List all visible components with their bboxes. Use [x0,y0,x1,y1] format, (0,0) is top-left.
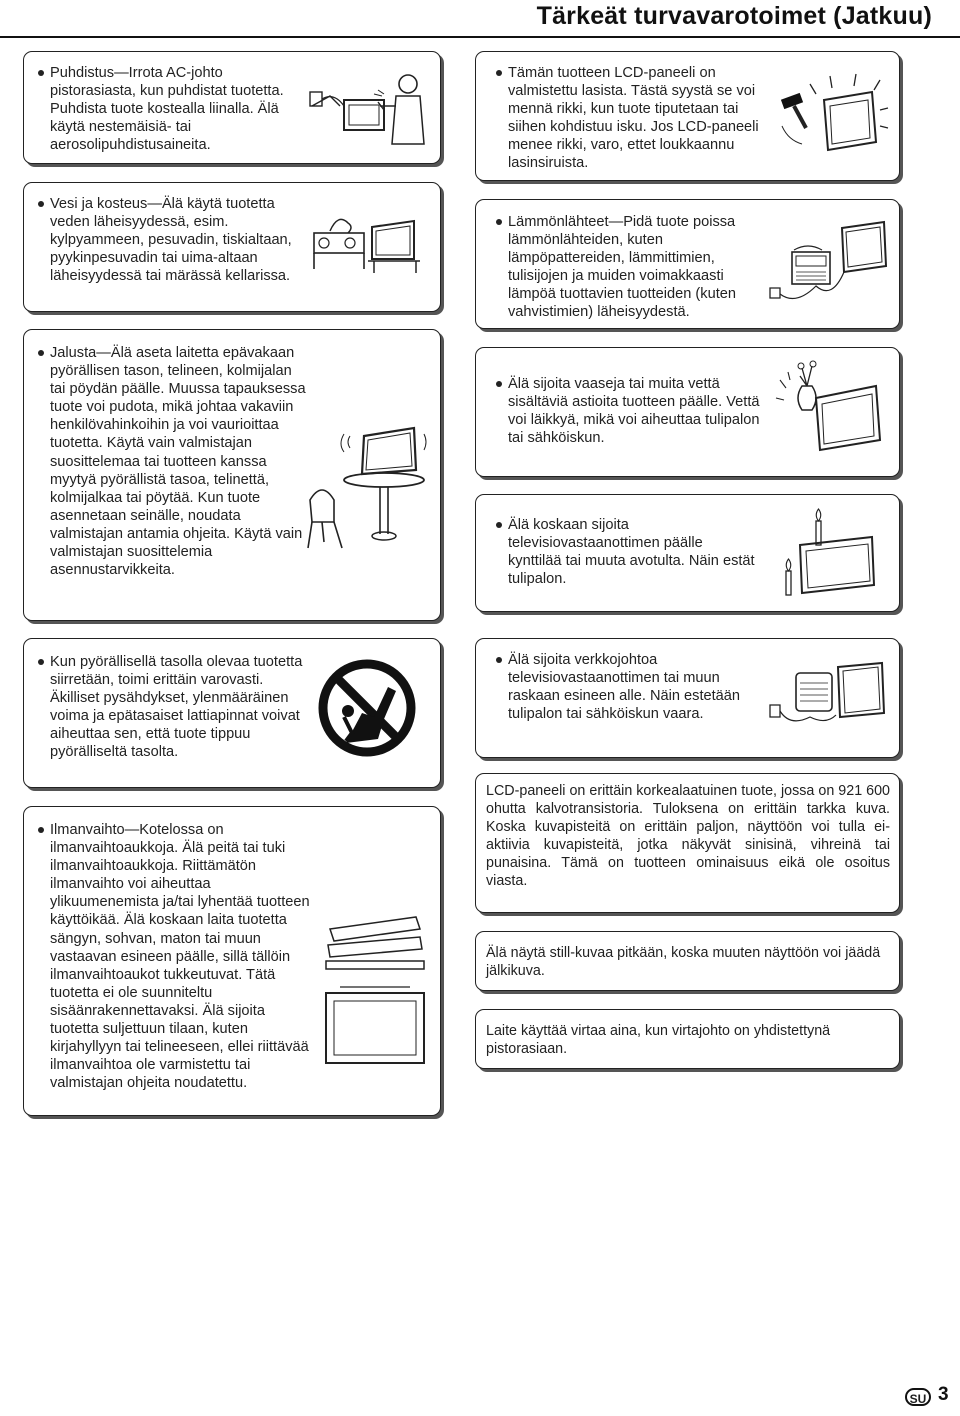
card-heat [475,199,900,329]
glass-illustration [772,70,896,170]
cord-illustration [766,655,892,745]
page-title: Tärkeät turvavarotoimet (Jatkuu) [536,2,932,30]
heat-text: Lämmönlähteet—Pidä tuote poissa lämmönlähteiden, kuten lämpöpattereiden, lämmittimien, tulisijojen ja muiden voimakkaasti lämpöä tuottavien tuotteiden (kuten vahvistimien) läheisyydestä. [508,213,768,322]
card-pixels [475,773,900,913]
cart-text: Kun pyörällisellä tasolla olevaa tuotetta siirretään, toimi erittäin varovasti. Äkilliset pysähdykset, ylenmääräinen voima ja epätasaiset lattiapinnat voivat aiheuttaa sen, että tuote tippuu pyörälliseltä tasolta. [50,653,308,762]
card-still [475,931,900,991]
card-candles [475,494,900,612]
card-stand [23,329,441,621]
card-ventilation [23,806,441,1116]
heat-illustration [766,214,896,314]
card-water [23,182,441,312]
ventilation-text: Ilmanvaihto—Kotelossa on ilmanvaihtoaukkoja. Älä peitä tai tuki ilmanvaihtoaukkoja. Riittämätön ilmanvaihto voi aiheuttaa ylikuumenemista ja/tai lyhentää tuotteen käyttöikää. Älä koskaan laita tuotetta sängyn, sohvan, maton tai muun vastaavan esineen päälle, sillä tällöin ilmanvaihtoaukot tukkeutuvat. Tätä tuotetta ei ole suunniteltu sisäänrakennettavaksi. Älä sijoita tuotetta suljettuun tilaan, kuten kirjahyllyyn tai telineeseen, ellei riittävää ilmanvaihtoa ole varmistettu tai valmistajan ohjeita noudatettu. [50,821,312,1092]
stand-illustration [302,416,438,556]
pixels-text: LCD-paneeli on erittäin korkealaatuinen tuote, jossa on 921 600 ohutta kalvotransistoria. Tuloksena on erittäin tarkka kuva. Koska kuvapisteitä on erittäin paljon, näyttöön voi tulla ei-aktiivia kuvapisteitä, jotka näkyvät sinisinä, vihreinä tai punaisina. Tämä on tuotteen ominaisuus eikä ole osoitus viasta. [486,783,890,890]
vases-text: Älä sijoita vaaseja tai muita vettä sisältäviä astioita tuotteen päälle. Vettä voi läikkyä, mikä voi aiheuttaa tulipalon tai sähköiskun. [508,375,778,447]
card-cleaning [23,51,441,164]
cord-text: Älä sijoita verkkojohtoa televisiovastaanottimen tai muun raskaan esineen alle. Näin estetään tulipalon tai sähköiskun vaara. [508,651,764,723]
page-number: 3 [938,1384,949,1405]
candles-illustration [772,505,890,605]
language-badge: SU [905,1388,931,1406]
card-cord [475,638,900,758]
water-illustration [308,205,436,275]
stand-text: Jalusta—Älä aseta laitetta epävakaan pyörällisen tason, telineen, kolmijalan tai pöydän päälle. Muussa tapauksessa tuote voi pudota, mikä johtaa vakaviin henkilövahinkoihin ja voi vaurioittaa tuotetta. Käytä vain valmistajan suosittelemaa tai tuotteen kanssa myytyä pyörällistä tasoa, telinettä, kolmijalkaa tai pöytää. Kun tuote asennetaan seinälle, noudata valmistajan antamia ohjeita. Käytä vain valmistajan suosittelemia asennustarvikkeita. [50,344,310,579]
page-header [0,0,960,38]
water-text: Vesi ja kosteus—Älä käytä tuotetta veden läheisyydessä, esim. kylpyammeen, pesuvadin, tiskialtaan, pyykinpesuvadin tai uima-altaan läheisyydessä tai märässä kellarissa. [50,195,308,285]
cleaning-text: Puhdistus—Irrota AC-johto pistorasiasta, kun puhdistat tuotetta. Puhdista tuote kostealla liinalla. Älä käytä nestemäisiä- tai aerosolipuhdistusaineita. [50,64,308,154]
power-text: Laite käyttää virtaa aina, kun virtajohto on yhdistettynä pistorasiaan. [486,1023,831,1058]
card-glass [475,51,900,181]
glass-text: Tämän tuotteen LCD-paneeli on valmistettu lasista. Tästä syystä se voi mennä rikki, kun tuote tiputetaan tai siihen kohdistuu isku. Jos LCD-paneeli menee rikki, varo, ettet loukkaannu lasinsiruista. [508,64,774,173]
still-text: Älä näytä still-kuvaa pitkään, koska muuten näyttöön voi jäädä jälkikuva. [486,945,881,980]
card-vases [475,347,900,477]
card-cart [23,638,441,788]
card-power [475,1009,900,1069]
vases-illustration [772,358,894,462]
cart-warning-icon [316,657,418,759]
ventilation-illustration [320,907,434,1067]
cleaning-illustration [308,66,436,156]
candles-text: Älä koskaan sijoita televisiovastaanottimen päälle kynttilää tai muuta avotulta. Näin estät tulipalon. [508,516,758,588]
